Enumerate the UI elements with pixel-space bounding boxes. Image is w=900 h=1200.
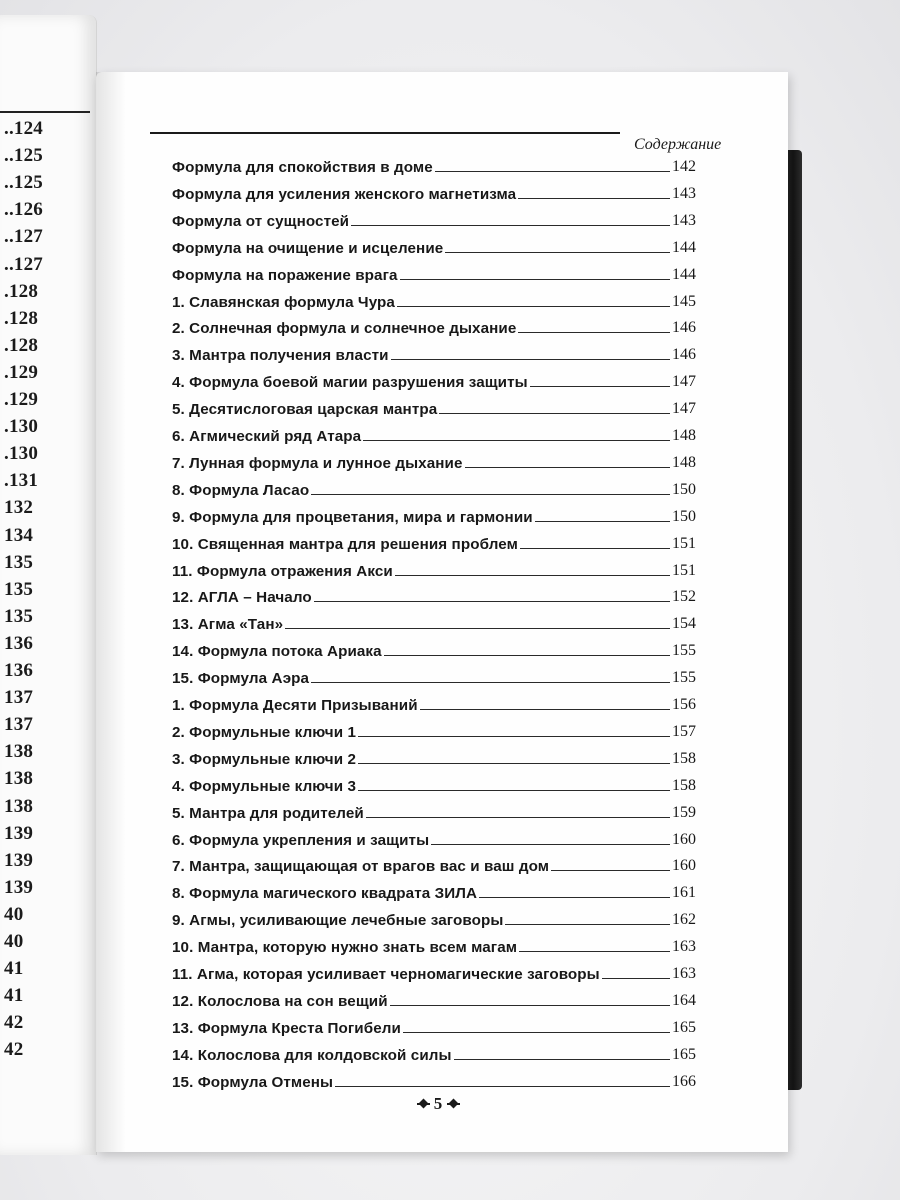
toc-entry-title: 7. Мантра, защищающая от врагов вас и ваш дом	[172, 858, 550, 876]
left-page-number: 135	[4, 551, 34, 573]
toc-entry-title: 9. Формула для процветания, мира и гармонии	[172, 508, 533, 526]
toc-entry-page: 154	[672, 615, 696, 633]
toc-entry-page: 155	[672, 669, 696, 687]
toc-entry-title: 1. Формула Десяти Призываний	[172, 697, 418, 714]
toc-leader-line	[602, 977, 670, 979]
toc-entry-page: 164	[672, 991, 696, 1009]
toc-entry-page: 157	[672, 722, 696, 740]
page-footer	[398, 1094, 478, 1116]
toc-entry	[172, 421, 696, 445]
toc-entry-title: 5. Мантра для родителей	[172, 804, 364, 822]
toc-entry-title: 10. Мантра, которую нужно знать всем магам	[172, 939, 518, 957]
toc-entry-title: 4. Формульные ключи 3	[172, 777, 357, 795]
toc-leader-line	[358, 735, 670, 737]
left-page-number: ..124	[4, 118, 43, 139]
page-number: 5	[433, 1094, 443, 1113]
left-page-number: 139	[4, 876, 34, 898]
toc-entry-title: 14. Формула потока Ариака	[172, 643, 382, 661]
toc-entry-title: 4. Формула боевой магии разрушения защиты	[172, 374, 528, 392]
toc-entry-page: 150	[672, 480, 696, 498]
toc-entry-title: 9. Агмы, усиливающие лечебные заговоры	[172, 912, 504, 930]
toc-entry	[172, 744, 696, 768]
toc-entry	[172, 690, 696, 714]
toc-entry-title: 13. Формула Креста Погибели	[172, 1019, 401, 1037]
toc-leader-line	[519, 950, 670, 952]
left-page-number: 138	[4, 795, 34, 817]
toc-entry-page: 158	[672, 749, 696, 767]
toc-entry	[172, 609, 696, 633]
toc-entry	[172, 582, 696, 606]
left-page-number: ..125	[4, 145, 43, 167]
left-page-number: ..127	[4, 253, 43, 275]
toc-entry	[172, 1067, 696, 1091]
toc-leader-line	[397, 305, 670, 307]
toc-entry	[172, 152, 696, 176]
toc-entry-page: 145	[672, 292, 696, 310]
toc-entry-page: 165	[672, 1045, 696, 1063]
toc-entry-page: 144	[672, 265, 696, 283]
toc-leader-line	[363, 439, 670, 441]
toc-entry-title: 10. Священная мантра для решения проблем	[172, 535, 518, 553]
left-page-number: 132	[4, 497, 34, 519]
left-page-number: ..127	[4, 226, 43, 248]
left-page-number: 41	[4, 985, 24, 1007]
left-page-number: .129	[4, 389, 39, 410]
toc-entry-title: 11. Формула отражения Акси	[172, 562, 393, 580]
toc-leader-line	[454, 1058, 670, 1060]
header-rule	[150, 132, 620, 134]
left-page-number: ..125	[4, 172, 43, 194]
toc-entry-title: Формула для усиления женского магнетизма	[172, 185, 517, 203]
left-page-number: .128	[4, 307, 39, 329]
left-page-number: 139	[4, 849, 34, 871]
left-page-number: 40	[4, 931, 24, 952]
left-page-number: ..126	[4, 199, 43, 221]
toc-entry	[172, 394, 696, 418]
toc-entry-page: 143	[672, 184, 696, 202]
toc-leader-line	[530, 385, 670, 387]
toc-entry	[172, 260, 696, 284]
left-page-number: .128	[4, 280, 39, 302]
left-page-number: .131	[4, 470, 39, 492]
toc-entry-page: 165	[672, 1018, 696, 1036]
toc-entry-page: 160	[672, 830, 696, 848]
left-page-number: 135	[4, 578, 34, 600]
toc-leader-line	[439, 412, 670, 414]
left-page-number: .130	[4, 416, 39, 438]
toc-leader-line	[358, 762, 670, 764]
toc-entry-title: 14. Колослова для колдовской силы	[172, 1046, 452, 1064]
toc-leader-line	[520, 547, 670, 549]
toc-entry-page: 146	[672, 319, 696, 337]
toc-entry-title: 2. Формульные ключи 1	[172, 723, 357, 741]
toc-entry	[172, 233, 696, 257]
ornament-icon	[417, 1097, 430, 1110]
toc-entry-title: 15. Формула Аэра	[172, 670, 310, 688]
toc-entry-page: 147	[672, 400, 696, 418]
toc-entry-title: 15. Формула Отмены	[172, 1073, 334, 1091]
toc-entry	[172, 878, 696, 902]
toc-entry	[172, 932, 696, 956]
toc-entry-title: Формула на поражение врага	[172, 266, 398, 284]
toc-entry-page: 162	[672, 911, 696, 929]
toc-leader-line	[445, 251, 670, 253]
toc-entry-title: 5. Десятислоговая царская мантра	[172, 401, 438, 419]
left-page-number: 136	[4, 660, 34, 681]
toc-entry	[172, 717, 696, 741]
toc-leader-line	[535, 520, 670, 522]
toc-entry-title: 6. Формула укрепления и защиты	[172, 831, 430, 849]
toc-leader-line	[351, 224, 670, 226]
toc-entry-page: 150	[672, 507, 696, 525]
header-label: Содержание	[634, 136, 722, 153]
toc-entry-title: 1. Славянская формула Чура	[172, 293, 395, 311]
toc-leader-line	[479, 896, 670, 898]
toc-leader-line	[358, 789, 670, 791]
toc-leader-line	[384, 654, 670, 656]
toc-entry-title: Формула для спокойствия в доме	[172, 159, 433, 176]
toc-leader-line	[285, 627, 670, 629]
toc-entry-page: 147	[672, 373, 696, 391]
toc-entry-title: 12. Колослова на сон вещий	[172, 992, 388, 1010]
toc-entry-page: 155	[672, 642, 696, 660]
toc-entry-page: 143	[672, 211, 696, 229]
toc-entry	[172, 367, 696, 391]
left-page-number: 138	[4, 768, 34, 790]
toc-entry	[172, 851, 696, 875]
toc-leader-line	[420, 708, 670, 710]
toc-leader-line	[311, 681, 670, 683]
toc-entry	[172, 771, 696, 795]
left-page-number: 134	[4, 524, 34, 546]
toc-entry-page: 160	[672, 857, 696, 875]
toc-entry	[172, 179, 696, 203]
toc-leader-line	[335, 1085, 670, 1087]
left-page-number: 42	[4, 1039, 24, 1061]
left-page-number: 136	[4, 632, 34, 654]
toc-leader-line	[366, 816, 670, 818]
left-page-number: 138	[4, 741, 34, 763]
toc-entry	[172, 475, 696, 499]
toc-entry	[172, 1013, 696, 1037]
toc-entry-page: 159	[672, 803, 696, 821]
left-page-number: 42	[4, 1012, 24, 1034]
toc-leader-line	[400, 278, 670, 280]
toc-entry-title: 11. Агма, которая усиливает черномагические заговоры	[172, 966, 600, 983]
toc-entry	[172, 636, 696, 660]
toc-entry-page: 152	[672, 588, 696, 606]
ornament-icon	[447, 1097, 460, 1110]
left-page-number: 139	[4, 822, 34, 844]
toc-leader-line	[551, 869, 670, 871]
toc-leader-line	[395, 574, 670, 576]
toc-entry-page: 151	[672, 534, 696, 552]
toc-entry-title: 3. Формульные ключи 2	[172, 750, 357, 768]
toc-leader-line	[505, 923, 670, 925]
toc-leader-line	[465, 466, 670, 468]
left-page-number: .130	[4, 443, 39, 465]
toc-leader-line	[435, 170, 670, 172]
left-page-number: 40	[4, 903, 24, 925]
toc-entry	[172, 206, 696, 230]
left-page-number: 137	[4, 687, 34, 709]
toc-entry	[172, 340, 696, 364]
toc-entry-title: 8. Формула Ласао	[172, 481, 310, 499]
toc-entry-page: 148	[672, 427, 696, 444]
toc-entry-page: 142	[672, 158, 696, 175]
toc-entry	[172, 502, 696, 526]
left-page-number: .129	[4, 361, 39, 383]
toc-leader-line	[391, 358, 670, 360]
toc-entry-page: 144	[672, 238, 696, 256]
toc-entry-title: 8. Формула магического квадрата ЗИЛА	[172, 885, 478, 903]
toc-leader-line	[390, 1004, 670, 1006]
toc-entry-page: 166	[672, 1072, 696, 1090]
left-page-number: 41	[4, 958, 24, 980]
toc-leader-line	[314, 600, 670, 602]
toc-entry	[172, 313, 696, 337]
toc-leader-line	[403, 1031, 670, 1033]
toc-entry-title: 6. Агмический ряд Атара	[172, 428, 362, 445]
toc-entry-page: 161	[672, 884, 696, 902]
toc-entry-title: 7. Лунная формула и лунное дыхание	[172, 454, 463, 472]
toc-entry-page: 163	[672, 965, 696, 982]
left-page-rule	[0, 111, 90, 113]
toc-entry-page: 146	[672, 346, 696, 364]
gutter-shade	[96, 72, 126, 1152]
left-page-number: .128	[4, 334, 39, 356]
toc-entry-title: 3. Мантра получения власти	[172, 347, 389, 365]
toc-entry	[172, 448, 696, 472]
toc-entry	[172, 959, 696, 983]
left-page	[0, 15, 97, 1155]
toc-entry	[172, 556, 696, 580]
toc-entry-title: Формула от сущностей	[172, 212, 350, 230]
toc-entry	[172, 986, 696, 1010]
right-page	[96, 72, 788, 1152]
toc-entry	[172, 1040, 696, 1064]
toc-entry	[172, 663, 696, 687]
toc-entry	[172, 905, 696, 929]
toc-entry-title: Формула на очищение и исцеление	[172, 239, 444, 257]
toc-entry-page: 158	[672, 776, 696, 794]
toc-entry-title: 12. АГЛА – Начало	[172, 589, 312, 607]
toc-entry	[172, 825, 696, 849]
toc-entry-page: 163	[672, 938, 696, 956]
toc-entry-title: 2. Солнечная формула и солнечное дыхание	[172, 320, 517, 338]
toc-leader-line	[311, 493, 670, 495]
toc-entry	[172, 798, 696, 822]
left-page-number: 137	[4, 714, 34, 736]
left-page-number: 135	[4, 605, 34, 627]
toc-entry-page: 151	[672, 561, 696, 579]
toc-entry	[172, 529, 696, 553]
toc-leader-line	[431, 843, 670, 845]
toc-entry-page: 156	[672, 696, 696, 713]
toc-entry	[172, 287, 696, 311]
toc-entry-title: 13. Агма «Тан»	[172, 616, 284, 634]
toc-leader-line	[518, 197, 670, 199]
toc-entry-page: 148	[672, 453, 696, 471]
toc-leader-line	[518, 331, 670, 333]
